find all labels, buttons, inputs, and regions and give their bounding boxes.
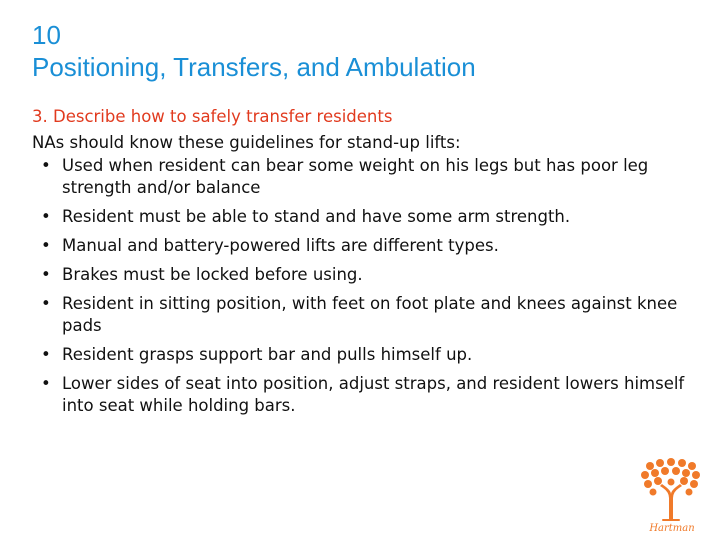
list-item: • Lower sides of seat into position, adjust straps, and resident lowers himself into seat while holding bars.	[32, 373, 702, 417]
list-item: • Manual and battery-powered lifts are different types.	[32, 235, 702, 257]
list-item: • Brakes must be locked before using.	[32, 264, 702, 286]
list-item: • Used when resident can bear some weight on his legs but has poor leg strength and/or balance	[32, 155, 702, 199]
slide-title	[32, 19, 692, 83]
chapter-number: 10	[32, 20, 61, 50]
hartman-tree-logo-icon	[636, 458, 708, 534]
list-item: • Resident grasps support bar and pulls himself up.	[32, 344, 702, 366]
intro-text: NAs should know these guidelines for stand-up lifts:	[32, 132, 461, 152]
logo-wordmark: Hartman	[649, 523, 695, 534]
list-item: • Resident in sitting position, with feet on foot plate and knees against knee pads	[32, 293, 702, 337]
bullet-list	[32, 155, 702, 417]
hartman-logo	[636, 458, 708, 534]
chapter-name: Positioning, Transfers, and Ambulation	[32, 52, 476, 82]
slide-body	[32, 104, 702, 424]
list-item: • Resident must be able to stand and have some arm strength.	[32, 206, 702, 228]
section-heading: 3. Describe how to safely transfer residents	[32, 107, 393, 126]
